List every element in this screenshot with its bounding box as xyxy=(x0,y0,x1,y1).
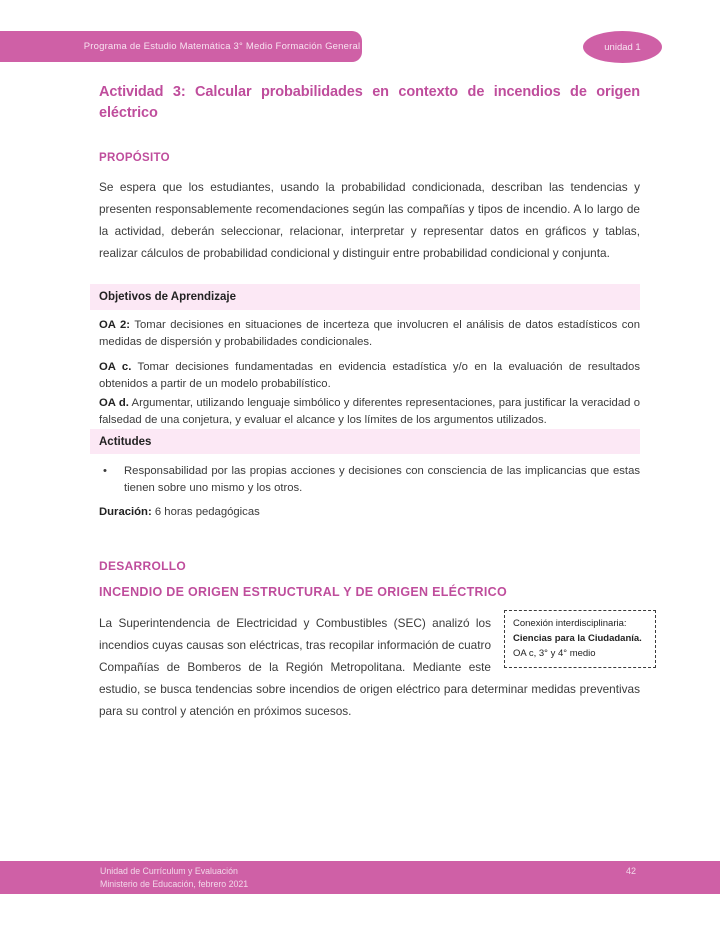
actitudes-banner xyxy=(90,429,640,454)
footer-bar xyxy=(0,861,720,894)
incendio-subheading: INCENDIO DE ORIGEN ESTRUCTURAL Y DE ORIGEN ELÉCTRICO xyxy=(99,585,508,599)
oa-item-2-text: Tomar decisiones en situaciones de incerteza que involucren el análisis de datos estadísticos con medidas de dispersión y probabilidades condicionales. xyxy=(99,319,640,348)
desarrollo-heading: DESARROLLO xyxy=(99,559,186,573)
activity-title: Actividad 3: Calcular probabilidades en contexto de incendios de origen eléctrico xyxy=(99,84,640,121)
oa-item-d xyxy=(99,395,640,429)
connection-box-line3: OA c, 3° y 4° medio xyxy=(513,648,596,659)
duracion-label: Duración: xyxy=(99,506,152,518)
interdisciplinary-connection-box xyxy=(504,610,656,668)
connection-box-line1: Conexión interdisciplinaria: xyxy=(513,618,627,629)
oa-item-c-text: Tomar decisiones fundamentadas en evidencia estadística y/o en la evaluación de resultados obtenidos a partir de un modelo probabilístico. xyxy=(99,361,640,390)
proposito-heading: PROPÓSITO xyxy=(99,152,170,164)
actitudes-list-item-text: • Responsabilidad por las propias acciones y decisiones con consciencia de las implicancias que estas tienen sobre uno mismo y los otros. xyxy=(124,465,640,494)
objetivos-banner xyxy=(90,284,640,310)
desarrollo-section xyxy=(99,612,640,722)
oa-item-d-label: OA d. xyxy=(99,397,129,409)
proposito-body: Se espera que los estudiantes, usando la probabilidad condicionada, describan las tendencias y presenten responsablemente recomendaciones según las compañías y tipos de incendio. A lo largo de la actividad, deberán seleccionar, relacionar, interpretar y representar datos en gráficos y tablas, realizar cálculos de probabilidad condicional y distinguir entre probabilidad condicional y conjunta. xyxy=(99,180,640,260)
oa-item-2 xyxy=(99,317,640,351)
connection-box-line2: Ciencias para la Ciudadanía. xyxy=(513,633,642,644)
footer-line2: Ministerio de Educación, febrero 2021 xyxy=(100,879,249,889)
oa-item-c-label: OA c. xyxy=(99,361,132,373)
actitudes-heading: Actitudes xyxy=(99,435,152,448)
header-program-label: Programa de Estudio Matemática 3° Medio Formación General xyxy=(83,41,361,52)
duracion-line xyxy=(99,506,640,518)
unit-badge xyxy=(583,31,662,63)
objetivos-heading: Objetivos de Aprendizaje xyxy=(99,291,236,303)
footer-credits xyxy=(100,865,248,891)
actitudes-list-item xyxy=(99,463,640,497)
header-program-bar xyxy=(0,31,362,62)
oa-item-c xyxy=(99,359,640,393)
page-number: 42 xyxy=(625,866,636,876)
duracion-value: 6 horas pedagógicas xyxy=(151,506,260,518)
footer-line1: Unidad de Currículum y Evaluación xyxy=(100,866,238,876)
oa-item-d-text: Argumentar, utilizando lenguaje simbólico y diferentes representaciones, para justificar la veracidad o falsedad de una conjetura, y evaluar el alcance y los límites de los argumentos utilizados. xyxy=(99,397,640,426)
desarrollo-body: La Superintendencia de Electricidad y Combustibles (SEC) analizó los incendios cuyas causas son eléctricas, tras recopilar información de cuatro Compañías de Bomberos de la Región Metropolitana. Mediante este estudio, se busca tendencias sobre incendios de origen eléctrico para determinar medidas preventivas para su control y atención en próximos sucesos. xyxy=(99,616,640,718)
unit-badge-label: unidad 1 xyxy=(604,41,641,53)
oa-item-2-label: OA 2: xyxy=(99,319,131,331)
